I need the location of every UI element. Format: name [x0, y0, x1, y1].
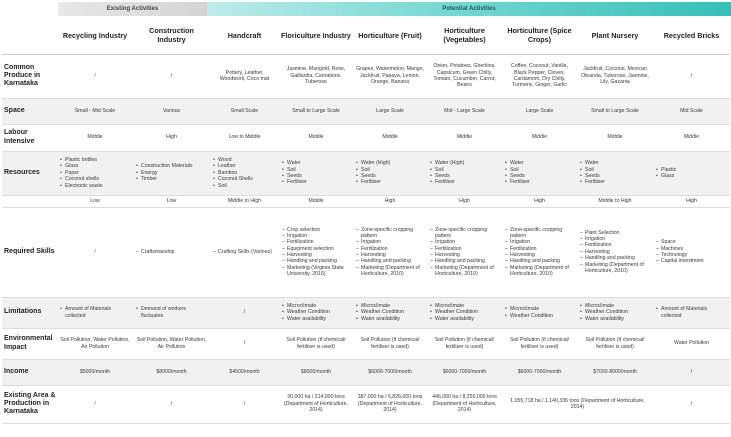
column-header: Horticulture (Spice Crops)	[502, 18, 577, 54]
table-cell: $8000/month	[279, 359, 353, 385]
table-cell	[577, 207, 653, 297]
table-cell: $7000-8000/month	[577, 359, 653, 385]
list-item: • Construction Materials	[136, 163, 207, 169]
list-item: • Seeds	[282, 173, 350, 179]
table-cell	[210, 207, 279, 297]
table-cell: Middle	[87, 134, 103, 141]
table-cell: 446,000 ha / 8,250,000 tons (Department of Horticulture, 2014)	[432, 394, 497, 414]
table-cell: /	[243, 340, 246, 347]
table-cell: Small to Large Scale	[279, 98, 353, 124]
list-item: • Weather Condition	[580, 309, 650, 315]
list-item: • Water	[505, 160, 574, 166]
row-labour-intensive	[2, 124, 730, 151]
list-item: • Coconut shells	[60, 176, 130, 182]
table-cell: Jasmine, Marigold, Rose, Gaillardia, Carnations, Tuberose	[286, 66, 346, 86]
list-item: – Handling and packing	[430, 258, 499, 264]
table-cell	[577, 151, 653, 195]
table-cell	[427, 207, 502, 297]
list-item: – Irrigation	[505, 239, 574, 245]
list-item: • Microclimate	[430, 303, 499, 309]
table-cell: Small Scale	[210, 98, 279, 124]
row-label: Space	[2, 98, 57, 124]
column-header: Handcraft	[210, 18, 279, 54]
column-header: Floriculture Industry	[279, 18, 353, 54]
table-cell: /	[94, 248, 96, 255]
column-header-row	[2, 18, 730, 54]
list-item: • Water availability	[356, 316, 424, 322]
list-item: • Water availability	[430, 316, 499, 322]
table-cell: 30,000 ha / 214,000 tons (Department of Horticulture, 2014)	[283, 394, 348, 414]
row-label: Required Skills	[4, 247, 55, 255]
table-cell-spanning: 1,055,718 ha / 1,140,336 tons (Department of Horticulture, 2014)	[510, 397, 645, 410]
table-cell: Low to Middle	[228, 134, 261, 141]
table-cell: $4500/month	[210, 359, 279, 385]
table-cell: Mid Scale	[653, 98, 730, 124]
table-cell: Soil Pollution (if chemical/ fertiliser is used)	[509, 337, 570, 350]
table-cell	[133, 151, 210, 195]
row-skill-level	[2, 195, 730, 207]
list-item: • Amount of Materials collected	[656, 306, 727, 319]
list-item: • Microclimate	[580, 303, 650, 309]
table-cell: Pottery, Leather, Woodwork, Coco mat	[219, 69, 270, 82]
list-item: • Water (High)	[430, 160, 499, 166]
list-item: • Plastic bottles	[60, 157, 130, 163]
table-cell: Middle	[531, 134, 548, 141]
table-cell: Large Scale	[502, 98, 577, 124]
list-item: – Marketing (Department of Horticulture, 2010)	[430, 265, 499, 278]
bullet-list	[356, 303, 424, 322]
list-item: • Amount of Materials collected	[60, 306, 130, 319]
list-item: • Timber	[136, 176, 207, 182]
skill-level: Low	[166, 197, 177, 204]
dash-list	[430, 227, 499, 278]
row-required-skills	[2, 207, 730, 297]
bullet-list	[282, 160, 350, 185]
list-item: • Paper	[60, 170, 130, 176]
bullet-list	[580, 303, 650, 322]
bullet-list	[656, 306, 727, 319]
list-item: • Coconut Shells	[213, 176, 276, 182]
row-label: Common Produce in Karnataka	[4, 63, 41, 88]
table-cell: Small - Mid Scale	[57, 98, 133, 124]
group-header-band	[58, 2, 731, 16]
list-item: – Crafting Skills (Various)	[213, 249, 276, 255]
table-cell: Soil Pollution (if chemical/ fertiliser is used)	[585, 337, 645, 350]
list-item: – Crop selection	[282, 227, 350, 233]
row-income	[2, 359, 730, 385]
list-item: – Fertilization	[356, 246, 424, 252]
list-item: • Water	[580, 160, 650, 166]
bullet-list	[136, 306, 207, 319]
table-cell: Soil Pollution, Water Pollution, Air Pollution	[136, 337, 207, 350]
dash-list	[282, 227, 350, 278]
table-cell: $6000-7000/month	[427, 359, 502, 385]
list-item: – Marketing (Department of Horticulture, 2010)	[505, 265, 574, 278]
list-item: • Demand of workers fluctuates	[136, 306, 207, 319]
list-item: – Handling and packing	[282, 258, 350, 264]
list-item: • Seeds	[430, 173, 499, 179]
table-cell	[653, 297, 730, 328]
list-item: – Harvesting	[505, 252, 574, 258]
list-item: – Space	[656, 239, 727, 245]
group-existing-activities: Existing Activities	[58, 2, 207, 16]
dash-list	[213, 249, 276, 255]
list-item: • Microclimate	[282, 303, 350, 309]
row-limitations	[2, 297, 730, 328]
table-cell	[353, 151, 427, 195]
table-cell: 387,000 ha / 6,826,000 tons (Department of Horticulture, 2014)	[357, 394, 423, 414]
skill-level: High	[384, 197, 396, 204]
list-item: – Zone-specific cropping pattern	[430, 227, 499, 240]
bullet-list	[213, 157, 276, 189]
table-cell	[353, 297, 427, 328]
list-item: • Microclimate	[356, 303, 424, 309]
list-item: • Soil	[430, 167, 499, 173]
list-item: – Harvesting	[282, 252, 350, 258]
dash-list	[656, 239, 727, 264]
list-item: – Technology	[656, 252, 727, 258]
list-item: • Soil	[356, 167, 424, 173]
table-cell	[427, 297, 502, 328]
row-label: Limitations	[2, 297, 57, 328]
table-cell	[279, 207, 353, 297]
table-cell	[653, 151, 730, 195]
list-item: • Soil	[505, 167, 574, 173]
list-item: • Weather Condition	[356, 309, 424, 315]
skill-level: High	[459, 197, 470, 204]
table-cell: Middle	[308, 134, 324, 141]
list-item: • Water (High)	[356, 160, 424, 166]
skill-level: Middle to High	[227, 197, 262, 204]
list-item: • Leather	[213, 163, 276, 169]
list-item: • Fertiliser	[505, 179, 574, 185]
table-cell: Soil Pollution (if chemical/ fertiliser is used)	[286, 337, 346, 350]
list-item: • Weather Condition	[282, 309, 350, 315]
table-cell: Middle	[456, 134, 473, 141]
list-item: – Marketing (Department of Horticulture, 2010)	[356, 265, 424, 278]
table-cell	[133, 207, 210, 297]
table-cell: Middle	[382, 134, 398, 141]
list-item: • Water	[282, 160, 350, 166]
skill-level: Middle	[308, 197, 324, 204]
list-item: – Fertilization	[505, 246, 574, 252]
table-cell	[133, 297, 210, 328]
list-item: – Fertilization	[282, 239, 350, 245]
corner-cell	[2, 18, 57, 54]
table-cell	[427, 151, 502, 195]
table-cell: /	[690, 400, 693, 407]
activities-comparison-table	[2, 18, 730, 424]
table-cell: Small to Large Scale	[577, 98, 653, 124]
table-cell: $6000-7000/month	[353, 359, 427, 385]
table-cell: /	[170, 400, 173, 407]
table-cell: Onion, Potatoes, Gherkins, Capsicum, Green Chilly, Tomato, Cucumber, Carrot, Beans	[433, 63, 496, 89]
table-cell	[502, 151, 577, 195]
column-header: Recycling Industry	[57, 18, 133, 54]
table-cell: Middle	[683, 134, 700, 141]
column-header: Horticulture (Fruit)	[353, 18, 427, 54]
list-item: – Fertilization	[430, 246, 499, 252]
row-resources	[2, 151, 730, 195]
row-label: Environmental Impact	[4, 335, 53, 351]
list-item: • Plastic	[656, 167, 727, 173]
list-item: – Harvesting	[430, 252, 499, 258]
list-item: • Glass	[656, 173, 727, 179]
bullet-list	[430, 160, 499, 185]
list-item: – Handling and packing	[580, 255, 650, 261]
skill-level: High	[686, 197, 697, 204]
list-item: – Equipment selection	[282, 246, 350, 252]
list-item: – Irrigation	[282, 233, 350, 239]
list-item: • Wood	[213, 157, 276, 163]
table-cell: /	[94, 72, 96, 79]
table-cell: $8000/month	[133, 359, 210, 385]
table-cell	[57, 151, 133, 195]
table-cell: Soil Pollution (if chemical/ fertiliser is used)	[434, 337, 495, 350]
list-item: • Seeds	[580, 173, 650, 179]
row-space	[2, 98, 730, 124]
bullet-list	[430, 303, 499, 322]
table-cell	[502, 207, 577, 297]
list-item: • Fertiliser	[282, 179, 350, 185]
table-cell: Large Scale	[353, 98, 427, 124]
dash-list	[356, 227, 424, 278]
column-header: Construction Industry	[133, 18, 210, 54]
table-cell: /	[94, 400, 96, 407]
list-item: – Zone-specific cropping pattern	[505, 227, 574, 240]
bullet-list	[60, 306, 130, 319]
list-item: – Plant Selection	[580, 230, 650, 236]
row-label: Income	[2, 359, 57, 385]
list-item: • Weather Condition	[430, 309, 499, 315]
bullet-list	[60, 157, 130, 189]
list-item: – Irrigation	[430, 239, 499, 245]
list-item: • Water availability	[282, 316, 350, 322]
table-cell: $5000/month	[57, 359, 133, 385]
list-item: • Electronic waste	[60, 183, 130, 189]
table-cell: Mid - Large Scale	[427, 98, 502, 124]
table-cell	[210, 151, 279, 195]
table-cell: High	[166, 134, 177, 141]
list-item: – Harvesting	[356, 252, 424, 258]
table-cell	[653, 207, 730, 297]
dash-list	[136, 249, 207, 255]
list-item: • Microclimate	[505, 306, 574, 312]
table-cell: Middle	[607, 134, 623, 141]
row-label-empty	[2, 195, 57, 207]
table-cell: Grapes, Watermelon, Mango, Jackfruit, Papaya, Lemon, Orange, Banana	[356, 66, 424, 86]
list-item: – Harvesting	[580, 249, 650, 255]
list-item: – Machines	[656, 246, 727, 252]
bullet-list	[580, 160, 650, 185]
table-cell	[279, 297, 353, 328]
list-item: • Fertiliser	[356, 179, 424, 185]
list-item: • Glass	[60, 163, 130, 169]
row-label: Existing Area & Production in Karnataka	[4, 391, 56, 416]
column-header: Horticulture (Vegetables)	[427, 18, 502, 54]
list-item: – Craftsmanship	[136, 249, 207, 255]
skill-level: High	[534, 197, 545, 204]
row-environmental-impact	[2, 328, 730, 359]
list-item: • Seeds	[356, 173, 424, 179]
skill-level: Middle to High	[598, 197, 632, 204]
table-cell: Jackfruit, Coconut, Mexican Oleanda, Tuberose, Jasmine, Lily, Gazania	[581, 66, 649, 86]
list-item: – Handling and packing	[356, 258, 424, 264]
table-cell: /	[690, 72, 693, 79]
group-potential-activities: Potential Activities	[207, 2, 731, 16]
table-cell: Soil Pollution (if chemical/ fertiliser is used)	[360, 337, 420, 350]
table-cell	[279, 151, 353, 195]
row-common-produce	[2, 54, 730, 98]
column-header: Plant Nursery	[577, 18, 653, 54]
column-header: Recycled Bricks	[653, 18, 730, 54]
table-cell: Water Pollution	[674, 340, 709, 347]
table-cell	[502, 297, 577, 328]
list-item: – Irrigation	[356, 239, 424, 245]
list-item: • Soil	[580, 167, 650, 173]
table-cell: Soil Pollution, Water Pollution, Air Pollution	[60, 337, 130, 350]
table-cell: Various	[133, 98, 210, 124]
list-item: • Fertiliser	[580, 179, 650, 185]
list-item: – Zone-specific cropping pattern	[356, 227, 424, 240]
bullet-list	[505, 306, 574, 319]
row-existing-area	[2, 385, 730, 423]
table-cell: /	[243, 400, 246, 407]
table-cell: /	[653, 359, 730, 385]
list-item: – Marketing (Virginia State University, 2015)	[282, 265, 350, 278]
row-label: Resources	[2, 151, 57, 195]
bullet-list	[505, 160, 574, 185]
list-item: • Energy	[136, 170, 207, 176]
list-item: • Water availability	[580, 316, 650, 322]
row-label: Labour Intensive	[4, 129, 35, 145]
bullet-list	[656, 167, 727, 180]
list-item: • Bamboo	[213, 170, 276, 176]
table-cell: /	[170, 72, 173, 79]
dash-list	[505, 227, 574, 278]
dash-list	[580, 230, 650, 274]
list-item: – Fertilization	[580, 242, 650, 248]
list-item: • Soil	[213, 183, 276, 189]
list-item: • Fertiliser	[430, 179, 499, 185]
bullet-list	[136, 163, 207, 182]
list-item: – Capital investment	[656, 258, 727, 264]
list-item: • Seeds	[505, 173, 574, 179]
skill-level: Low	[90, 197, 100, 204]
table-cell: Coffee, Coconut, Vanilla, Black Pepper, Cloves, Cardamom, Dry Chilly, Turmeric, Ginger, Garlic	[511, 63, 568, 89]
list-item: – Marketing (Department of Horticulture, 2010)	[580, 262, 650, 275]
table-cell: /	[210, 297, 279, 328]
list-item: – Handling and packing	[505, 258, 574, 264]
bullet-list	[356, 160, 424, 185]
list-item: – Irrigation	[580, 236, 650, 242]
list-item: • Weather Condition	[505, 313, 574, 319]
table-cell	[577, 297, 653, 328]
table-cell: $6000-7000/month	[502, 359, 577, 385]
list-item: • Soil	[282, 167, 350, 173]
bullet-list	[282, 303, 350, 322]
table-cell	[353, 207, 427, 297]
table-cell	[57, 297, 133, 328]
